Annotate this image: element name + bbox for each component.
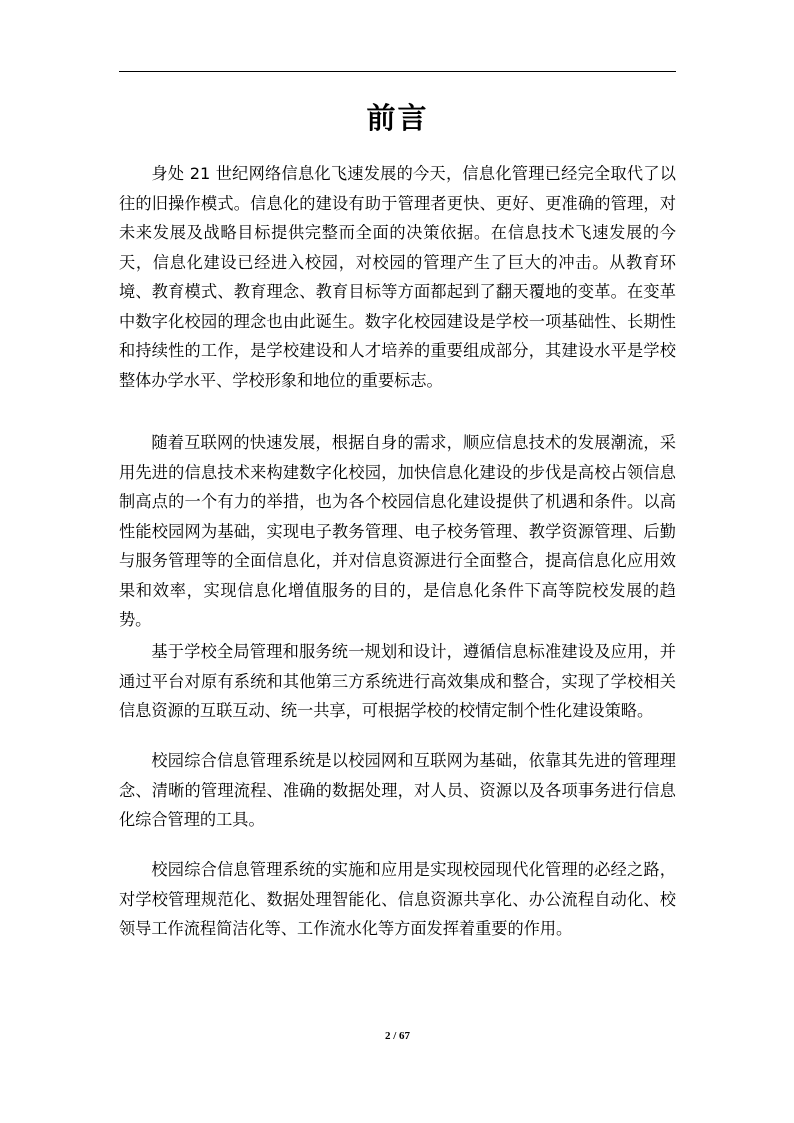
page-number: 2 / 67 <box>384 1030 411 1042</box>
paragraph-4: 校园综合信息管理系统是以校园网和互联网为基础，依靠其先进的管理理念、清晰的管理流程、准确的数据处理，对人员、资源以及各项事务进行信息化综合管理的工具。 <box>119 751 676 829</box>
paragraph-3: 基于学校全局管理和服务统一规划和设计，遵循信息标准建设及应用，并通过平台对原有系统和其他第三方系统进行高效集成和整合，实现了学校相关信息资源的互联互动、统一共享，可根据学校的校情定制个性化建设策略。 <box>119 642 676 720</box>
header-rule <box>119 71 676 72</box>
page-title: 前言 <box>366 101 429 135</box>
paragraph-5: 校园综合信息管理系统的实施和应用是实现校园现代化管理的必经之路，对学校管理规范化、数据处理智能化、信息资源共享化、办公流程自动化、校领导工作流程简洁化等、工作流水化等方面发挥着重要的作用。 <box>119 860 676 938</box>
paragraph-1: 身处 21 世纪网络信息化飞速发展的今天，信息化管理已经完全取代了以往的旧操作模式。信息化的建设有助于管理者更快、更好、更准确的管理，对未来发展及战略目标提供完整而全面的决策依据。在信息技术飞速发展的今天，信息化建设已经进入校园，对校园的管理产生了巨大的冲击。从教育环境、教育模式、教育理念、教育目标等方面都起到了翻天覆地的变革。在变革中数字化校园的理念也由此诞生。数字化校园建设是学校一项基础性、长期性和持续性的工作，是学校建设和人才培养的重要组成部分，其建设水平是学校整体办学水平、学校形象和地位的重要标志。 <box>119 164 676 390</box>
paragraph-2: 随着互联网的快速发展，根据自身的需求，顺应信息技术的发展潮流，采用先进的信息技术来构建数字化校园，加快信息化建设的步伐是高校占领信息制高点的一个有力的举措，也为各个校园信息化建设提供了机遇和条件。以高性能校园网为基础，实现电子教务管理、电子校务管理、教学资源管理、后勤与服务管理等的全面信息化，并对信息资源进行全面整合，提高信息化应用效果和效率，实现信息化增值服务的目的，是信息化条件下高等院校发展的趋势。 <box>119 433 676 629</box>
